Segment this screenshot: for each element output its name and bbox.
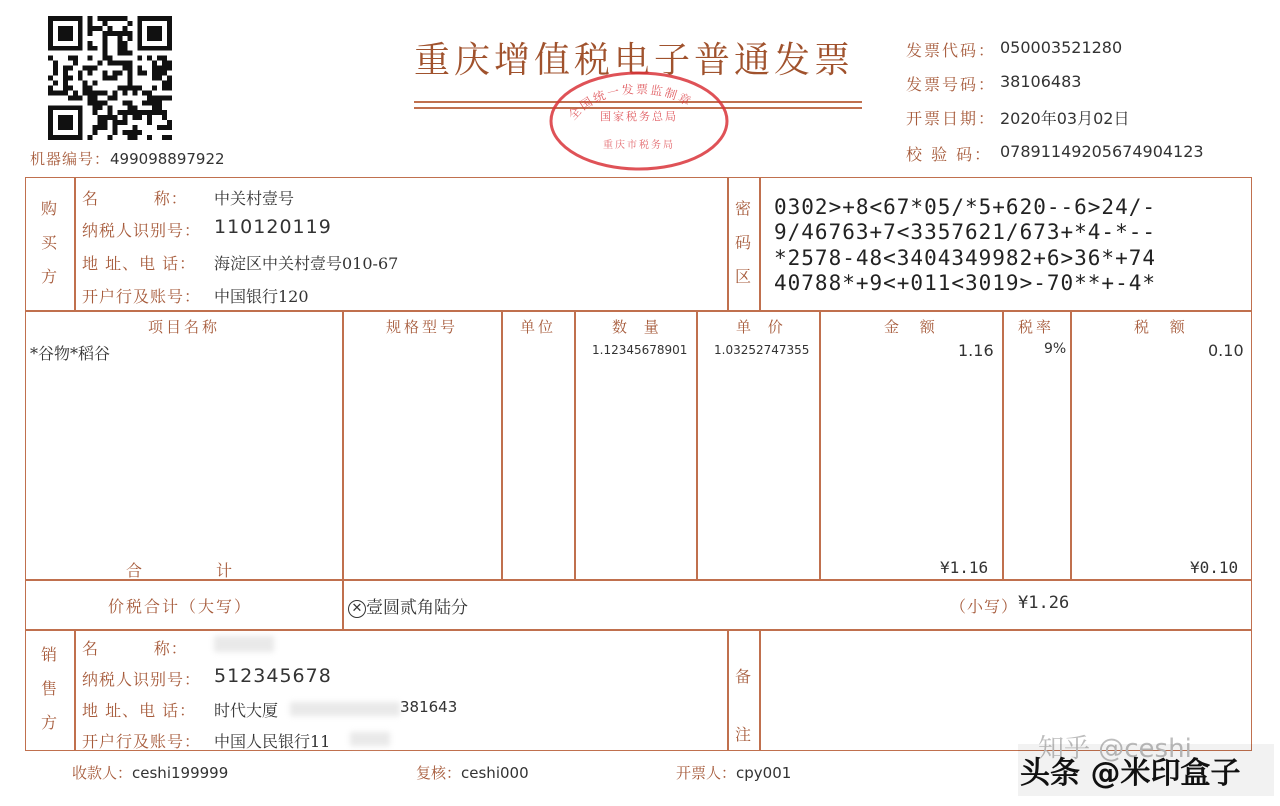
issue-date-label: 开票日期： <box>906 109 997 128</box>
issuer: 开票人：cpy001 <box>676 764 792 782</box>
seller-address-label: 地 址、电 话： <box>82 701 197 720</box>
cipher-side-divider <box>759 177 761 310</box>
stamp-line2: 国家税务总局 <box>600 110 678 123</box>
check-code: 07891149205674904123 <box>1000 142 1204 161</box>
buyer-tax-id: 110120119 <box>214 216 332 238</box>
seller-address-redacted <box>290 702 400 716</box>
invoice-code: 050003521280 <box>1000 38 1123 57</box>
invoice-code-label: 发票代码： <box>906 41 997 60</box>
remarks-side-label: 备 注 <box>734 667 751 744</box>
qr-code <box>48 16 172 140</box>
buyer-cipher-divider <box>727 177 729 310</box>
stamp-line3: 重庆市税务局 <box>603 140 675 151</box>
col-divider-3 <box>574 310 576 579</box>
item-amount: 1.16 <box>958 341 994 360</box>
item-qty: 1.12345678901 <box>592 343 688 357</box>
total-amount: ¥1.16 <box>940 558 989 577</box>
cipher-line-1: 0302>+8<67*05/*5+620--6>24/- <box>774 195 1157 219</box>
cipher-line-2: 9/46763+7<3357621/673+*4-*-- <box>774 220 1157 244</box>
buyer-bank: 中国银行120 <box>214 287 309 306</box>
seller-tax-id: 512345678 <box>214 665 332 687</box>
check-code-label: 校 验 码： <box>906 145 993 164</box>
col-header-spec: 规格型号 <box>386 318 459 336</box>
col-header-name: 项目名称 <box>148 318 221 336</box>
buyer-name-label: 名 称： <box>82 189 188 208</box>
seller-side-divider <box>74 629 76 751</box>
col-divider-7 <box>1070 310 1072 579</box>
buyer-name: 中关村壹号 <box>214 189 295 208</box>
seller-name-label: 名 称： <box>82 639 188 658</box>
grand-total-small-label: （小写） <box>950 597 1019 616</box>
seller-bank: 中国人民银行11 <box>214 732 331 751</box>
seller-address-tail: 381643 <box>400 698 458 716</box>
grand-total-label: 价税合计（大写） <box>108 597 253 616</box>
total-label: 合 计 <box>126 561 234 580</box>
cipher-line-3: *2578-48<3404349982+6>36*+74 <box>774 246 1157 270</box>
divider-buyer-items <box>25 310 1252 312</box>
seller-bank-redacted <box>350 732 390 746</box>
col-header-rate: 税率 <box>1018 318 1055 336</box>
payee: 收款人：ceshi199999 <box>72 764 229 782</box>
item-name: *谷物*稻谷 <box>30 344 111 363</box>
reviewer: 复核：ceshi000 <box>416 764 529 782</box>
col-divider-1 <box>342 310 344 579</box>
buyer-side-divider <box>74 177 76 310</box>
seller-name-redacted <box>214 636 274 652</box>
total-divider <box>342 579 344 629</box>
col-header-tax: 税 额 <box>1134 318 1193 336</box>
item-tax: 0.10 <box>1208 341 1244 360</box>
col-header-price: 单 价 <box>736 318 789 336</box>
grand-total-words: ✕ 壹圆贰角陆分 <box>348 593 468 618</box>
col-divider-2 <box>501 310 503 579</box>
toutiao-watermark: 头条 @米印盒子 <box>1020 756 1241 791</box>
total-tax: ¥0.10 <box>1190 558 1239 577</box>
col-header-qty: 数 量 <box>612 318 665 336</box>
cipher-line-4: 40788*+9<+011<3019>-70**+-4* <box>774 271 1157 295</box>
invoice-number-label: 发票号码： <box>906 75 997 94</box>
col-divider-4 <box>696 310 698 579</box>
seller-bank-label: 开户行及账号： <box>82 732 202 751</box>
item-rate: 9% <box>1044 341 1067 357</box>
buyer-side-label: 购 买 方 <box>40 199 57 286</box>
buyer-address-label: 地 址、电 话： <box>82 254 197 273</box>
cross-circle-icon: ✕ <box>348 600 366 618</box>
zhihu-watermark: 知乎 @ceshi <box>1038 734 1192 764</box>
col-divider-5 <box>819 310 821 579</box>
buyer-tax-id-label: 纳税人识别号： <box>82 221 202 240</box>
buyer-address: 海淀区中关村壹号010-67 <box>214 254 399 273</box>
grand-total-small: ¥1.26 <box>1018 593 1070 613</box>
seller-side-label: 销 售 方 <box>40 645 57 732</box>
issue-date: 2020年03月02日 <box>1000 109 1130 128</box>
machine-number: 机器编号：499098897922 <box>30 150 225 168</box>
cipher-side-label: 密 码 区 <box>734 199 751 286</box>
remarks-side-divider <box>759 629 761 751</box>
col-header-unit: 单位 <box>520 318 557 336</box>
col-header-amount: 金 额 <box>884 318 943 336</box>
item-price: 1.03252747355 <box>714 343 810 357</box>
seller-address: 时代大厦 <box>214 701 279 720</box>
seller-tax-id-label: 纳税人识别号： <box>82 670 202 689</box>
divider-total-seller <box>25 629 1252 631</box>
invoice-title: 重庆增值税电子普通发票 <box>414 40 855 81</box>
stamp-line1: 全国统一发票监制章 <box>565 82 695 123</box>
buyer-bank-label: 开户行及账号： <box>82 287 202 306</box>
tax-bureau-stamp <box>548 70 730 172</box>
col-divider-6 <box>1002 310 1004 579</box>
seller-remarks-divider <box>727 629 729 751</box>
invoice-number: 38106483 <box>1000 72 1082 91</box>
